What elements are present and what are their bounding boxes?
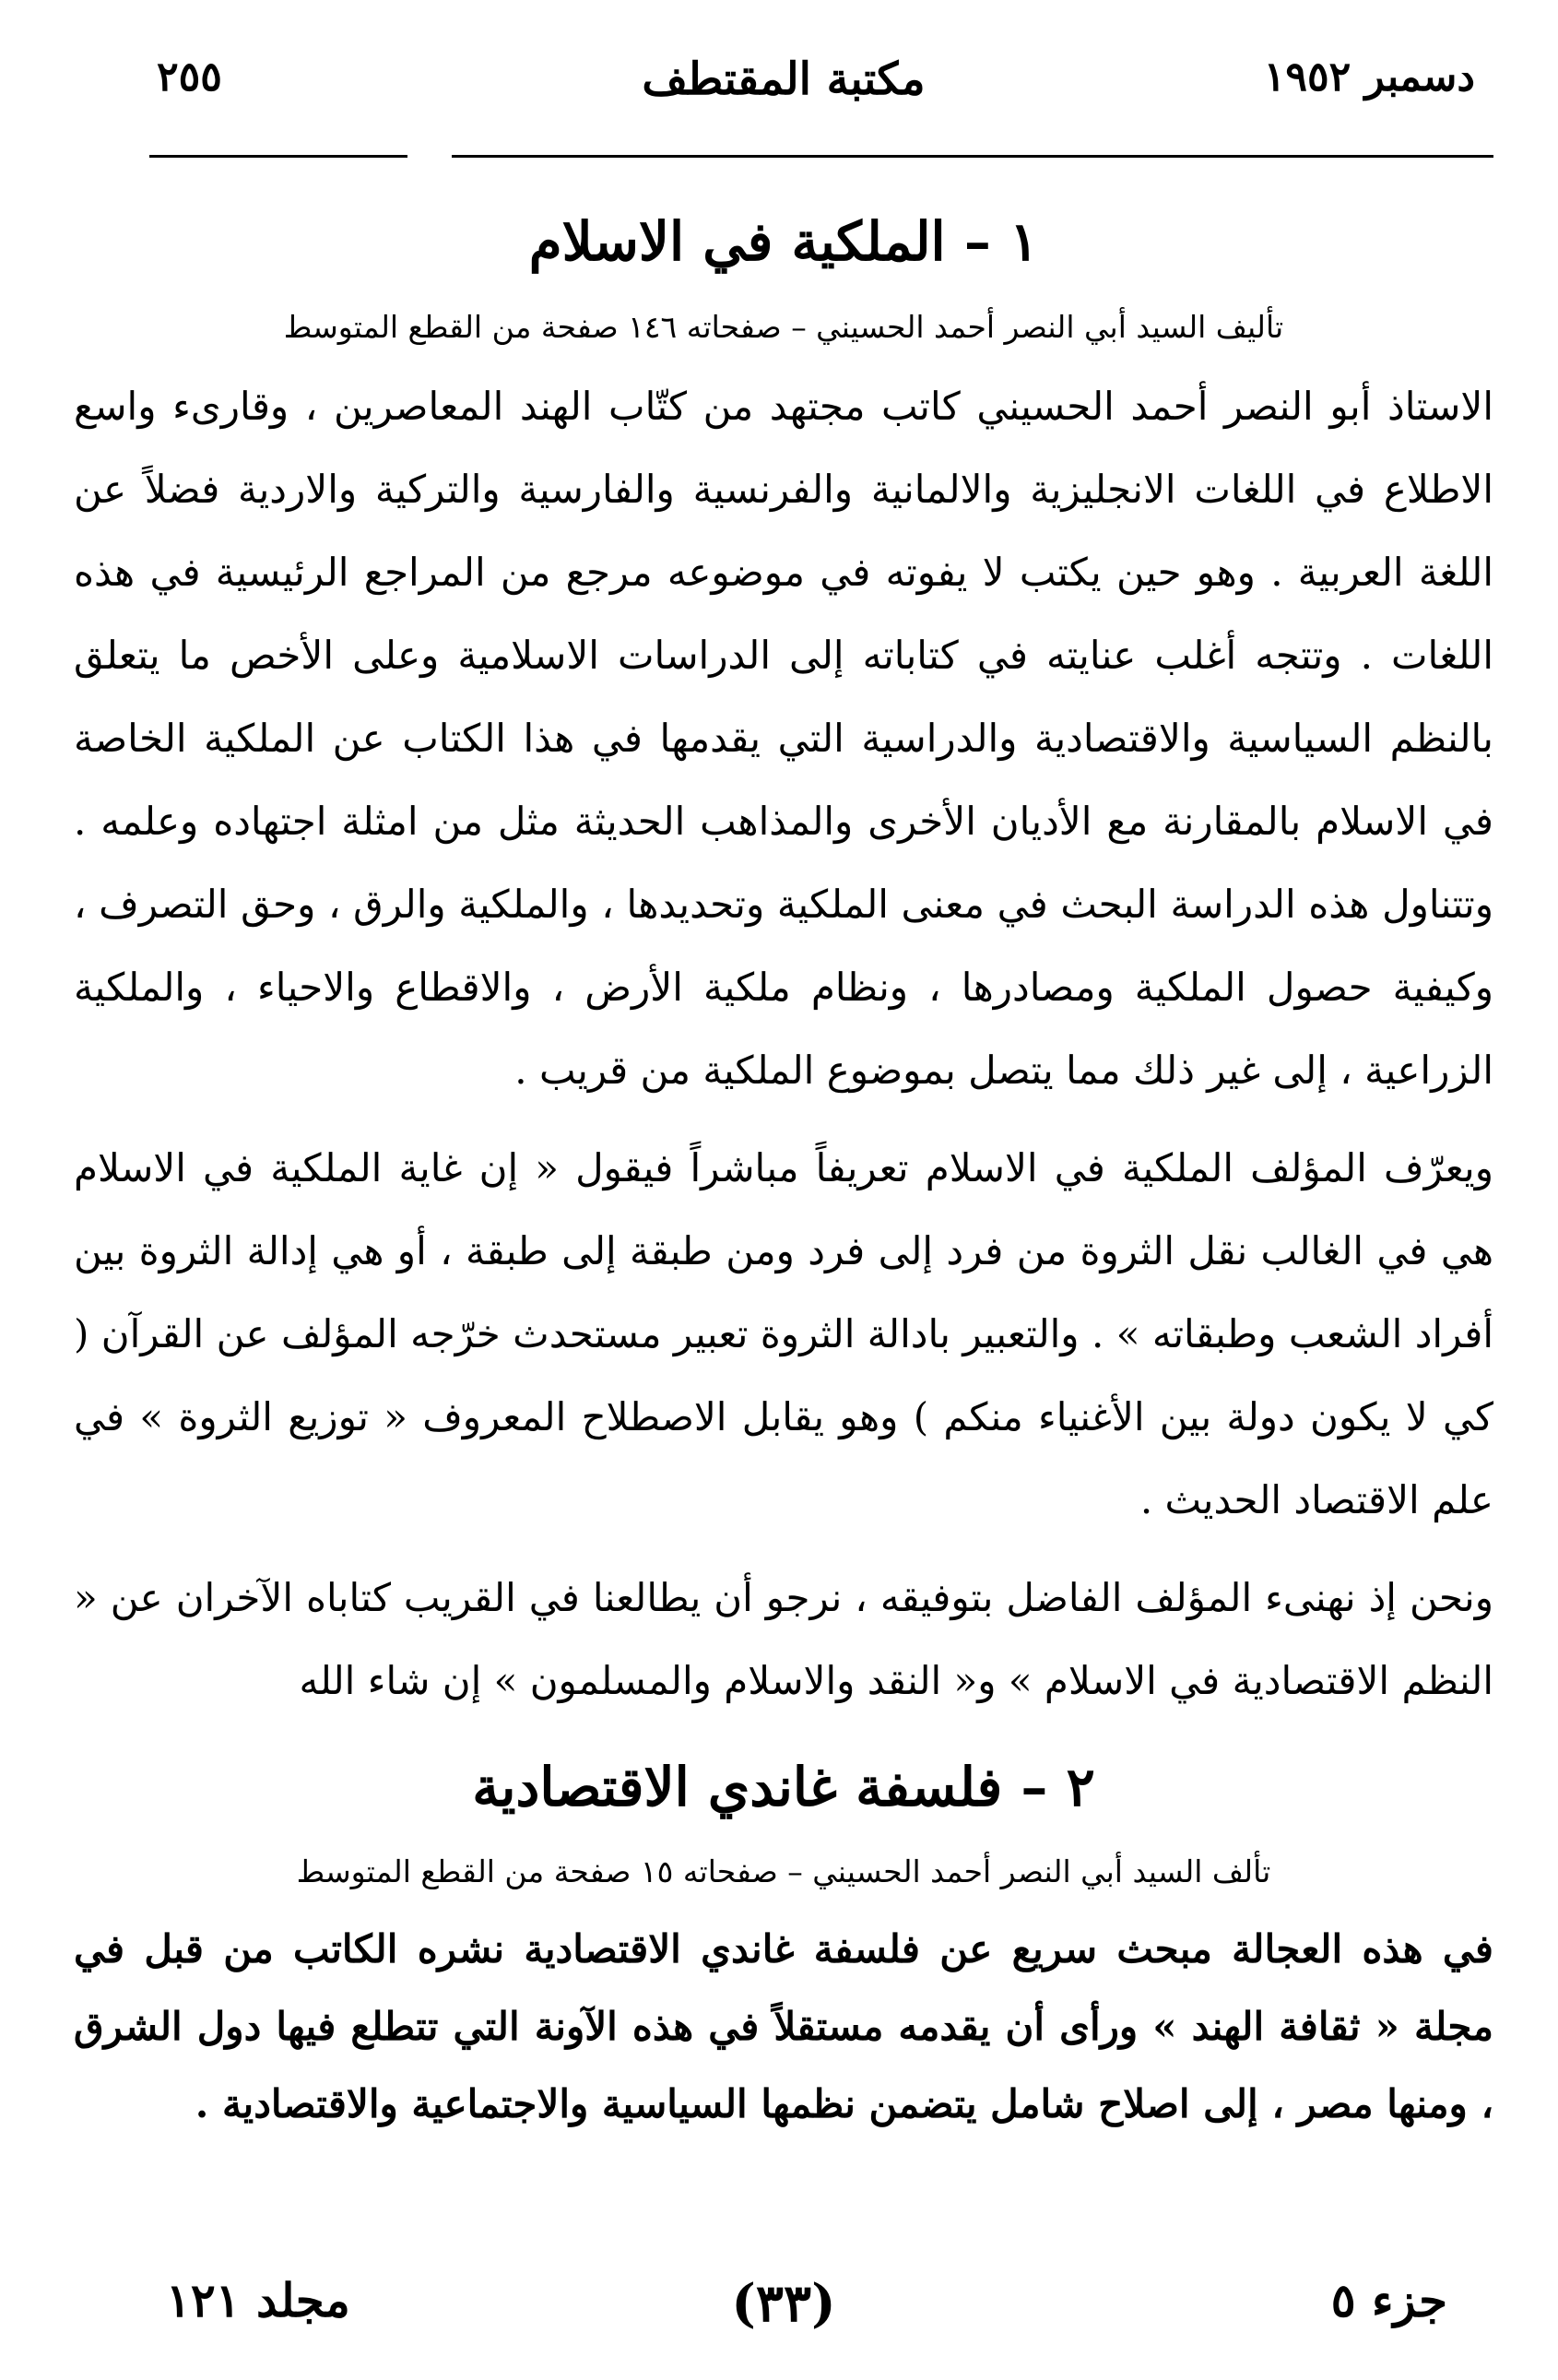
section-1-paragraph-2: ويعرّف المؤلف الملكية في الاسلام تعريفاً مباشراً فيقول « إن غاية الملكية في الاسلام هي في الغالب نقل الثروة من فرد إلى فرد ومن طبقة إلى طبقة ، أو هي إدالة الثروة بين أفراد الشعب وطبقاته » . والتعبير بادالة الثروة تعبير مستحدث خرّجه المؤلف عن القرآن ( كي لا يكون دولة بين الأغنياء منكم ) وهو يقابل الاصطلاح المعروف « توزيع الثروة » في علم الاقتصاد الحديث . <box>74 1144 1493 1522</box>
page-content <box>74 210 1493 2158</box>
section-1-paragraph-1: الاستاذ أبو النصر أحمد الحسيني كاتب مجتهد من كتّاب الهند المعاصرين ، وقارىء واسع الاطلاع في اللغات الانجليزية والالمانية والفرنسية والفارسية والتركية والاردية فضلاً عن اللغة العربية . وهو حين يكتب لا يفوته في موضوعه مرجع من المراجع الرئيسية في هذه اللغات . وتتجه أغلب عنايته في كتاباته إلى الدراسات الاسلامية وعلى الأخص ما يتعلق بالنظم السياسية والاقتصادية والدراسية التي يقدمها في هذا الكتاب عن الملكية الخاصة في الاسلام بالمقارنة مع الأديان الأخرى والمذاهب الحديثة مثل من امثلة اجتهاده وعلمه . وتتناول هذه الدراسة البحث في معنى الملكية وتحديدها ، والملكية والرق ، وحق التصرف ، وكيفية حصول الملكية ومصادرها ، ونظام ملكية الأرض ، والاقطاع والاحياء ، والملكية الزراعية ، إلى غير ذلك مما يتصل بموضوع الملكية من قريب . <box>74 383 1493 1093</box>
section-1-byline: تأليف السيد أبي النصر أحمد الحسيني – صفحاته ١٤٦ صفحة من القطع المتوسط <box>283 308 1284 345</box>
section-2-title: ٢ – فلسفة غاندي الاقتصادية <box>472 1755 1095 1818</box>
header-page-number: ٢٥٥ <box>157 53 222 101</box>
header-date: دسمبر ١٩٥٢ <box>1263 53 1475 101</box>
section-2-byline: تألف السيد أبي النصر أحمد الحسيني – صفحاته ١٥ صفحة من القطع المتوسط <box>296 1853 1271 1890</box>
book-page <box>65 0 1503 2380</box>
footer-volume: مجلد ١٢١ <box>166 2273 350 2327</box>
page-footer <box>65 2273 1503 2338</box>
header-rule-left <box>149 155 407 158</box>
header-title: مكتبة المقتطف <box>642 53 926 105</box>
header-rule-right <box>452 155 1493 158</box>
running-header <box>65 53 1503 118</box>
footer-signature: (٣٣) <box>731 2273 836 2334</box>
section-1-title: ١ – الملكية في الاسلام <box>528 210 1039 273</box>
section-1-paragraph-3: ونحن إذ نهنىء المؤلف الفاضل بتوفيقه ، نرجو أن يطالعنا في القريب كتاباه الآخران عن « النظم الاقتصادية في الاسلام » و« النقد والاسلام والمسلمون » إن شاء الله <box>74 1574 1493 1703</box>
footer-part: جزء ٥ <box>1330 2273 1447 2327</box>
section-2-paragraph-1: في هذه العجالة مبحث سريع عن فلسفة غاندي الاقتصادية نشره الكاتب من قبل في مجلة « ثقافة الهند » ورأى أن يقدمه مستقلاً في هذه الآونة التي تتطلع فيها دول الشرق ، ومنها مصر ، إلى اصلاح شامل يتضمن نظمها السياسية والاجتماعية والاقتصادية . <box>74 1925 1493 2126</box>
